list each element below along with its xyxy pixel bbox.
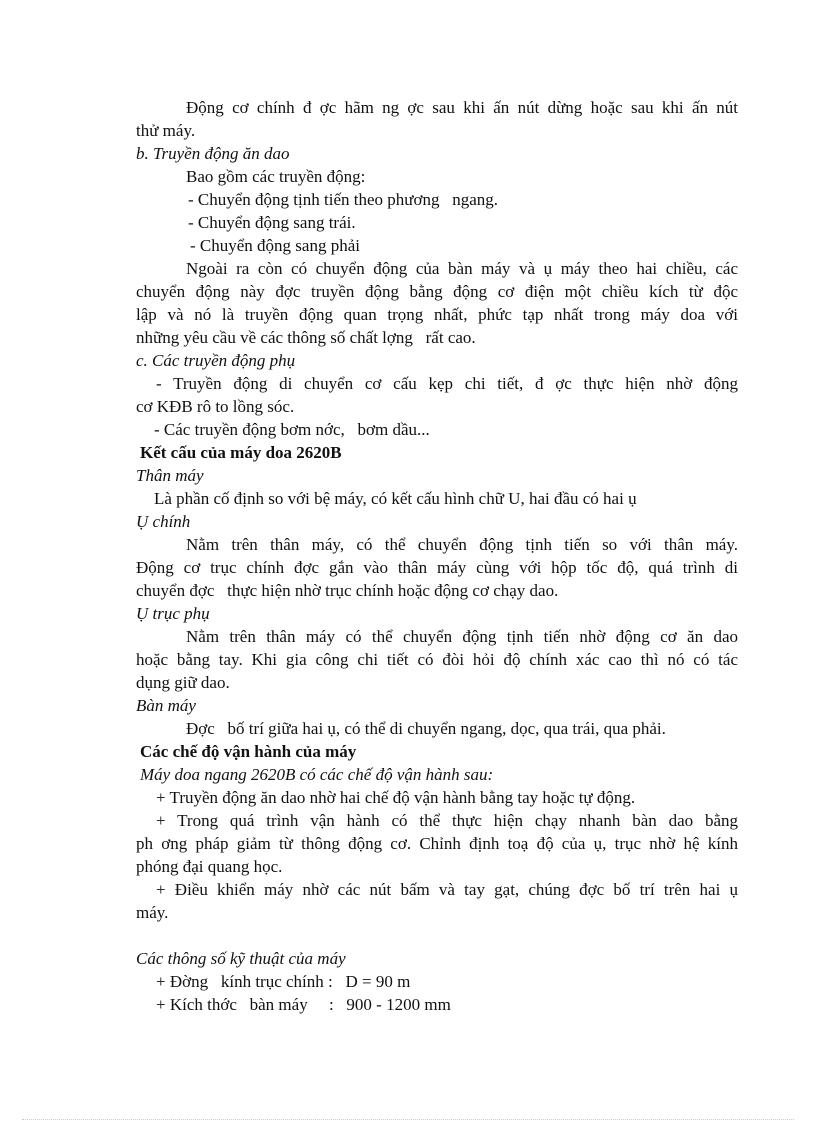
para-line: ph ơng pháp giảm từ thông động cơ. Chỉnh định toạ độ của ụ, trục nhờ hệ kính (136, 834, 738, 853)
para-line: hoặc bằng tay. Khi gia công chi tiết có đòi hỏi độ chính xác cao thì nó có tác (136, 650, 738, 669)
para-line: Nằm trên thân máy, có thể chuyển động tịnh tiến so với thân máy. (186, 535, 738, 554)
para-line: cơ KĐB rô to lồng sóc. (136, 397, 295, 416)
list-item: - Chuyển động sang phải (190, 236, 360, 255)
subsection-heading: Ụ trục phụ (136, 604, 210, 623)
para-line: Nằm trên thân máy có thể chuyển động tịnh tiến nhờ động cơ ăn dao (186, 627, 738, 646)
para-line: Bao gồm các truyền động: (186, 167, 366, 186)
para-line: Động cơ chính đ ợc hãm ng ợc sau khi ấn nút dừng hoặc sau khi ấn nút (186, 98, 738, 117)
list-item: - Chuyển động sang trái. (188, 213, 356, 232)
subsection-heading: Bàn máy (136, 696, 196, 715)
para-line: thử máy. (136, 121, 196, 140)
para-line: chuyển đợc thực hiện nhờ trục chính hoặc động cơ chạy dao. (136, 581, 559, 600)
para-line: lập và nó là truyền động quan trọng nhất, phức tạp nhất trong máy doa với (136, 305, 738, 324)
section-heading: b. Truyền động ăn dao (136, 144, 290, 163)
section-title: Các chế độ vận hành của máy (140, 742, 357, 761)
spec-item: + Kích thớc bàn máy : 900 - 1200 mm (156, 995, 451, 1014)
para-line: Là phần cố định so với bệ máy, có kết cấu hình chữ U, hai đầu có hai ụ (154, 489, 637, 508)
spec-item: + Đờng kính trục chính : D = 90 m (156, 972, 411, 991)
subsection-heading: Ụ chính (136, 512, 191, 531)
para-line: những yêu cầu về các thông số chất lợng rất cao. (136, 328, 476, 347)
section-title: Kết cấu của máy doa 2620B (140, 443, 342, 462)
para-line: Động cơ trục chính đợc gắn vào thân máy cùng với hộp tốc độ, quá trình di (136, 558, 738, 577)
list-item: + Truyền động ăn dao nhờ hai chế độ vận hành bằng tay hoặc tự động. (156, 788, 636, 807)
subsection-heading: Các thông số kỹ thuật của máy (136, 949, 346, 968)
list-item: - Chuyển động tịnh tiến theo phương ngang. (188, 190, 499, 209)
page-bottom-divider (22, 1119, 794, 1120)
para-line: Ngoài ra còn có chuyển động của bàn máy và ụ máy theo hai chiều, các (186, 259, 738, 278)
list-item: - Các truyền động bơm nớc, bơm dầu... (154, 420, 430, 439)
para-line: chuyển động này đợc truyền động bằng động cơ điện một chiều kích từ độc (136, 282, 738, 301)
para-line: máy. (136, 903, 169, 922)
list-item: - Truyền động di chuyển cơ cấu kẹp chi tiết, đ ợc thực hiện nhờ động (156, 374, 738, 393)
list-item: + Trong quá trình vận hành có thể thực hiện chạy nhanh bàn dao bằng (156, 811, 738, 830)
para-line: phóng đại quang học. (136, 857, 283, 876)
para-line: dụng giữ dao. (136, 673, 230, 692)
list-item: + Điều khiển máy nhờ các nút bấm và tay gạt, chúng đợc bố trí trên hai ụ (156, 880, 738, 899)
section-heading: c. Các truyền động phụ (136, 351, 296, 370)
para-line: Đợc bố trí giữa hai ụ, có thể di chuyển ngang, dọc, qua trái, qua phải. (186, 719, 666, 738)
subsection-heading: Máy doa ngang 2620B có các chế độ vận hành sau: (140, 765, 494, 784)
subsection-heading: Thân máy (136, 466, 204, 485)
